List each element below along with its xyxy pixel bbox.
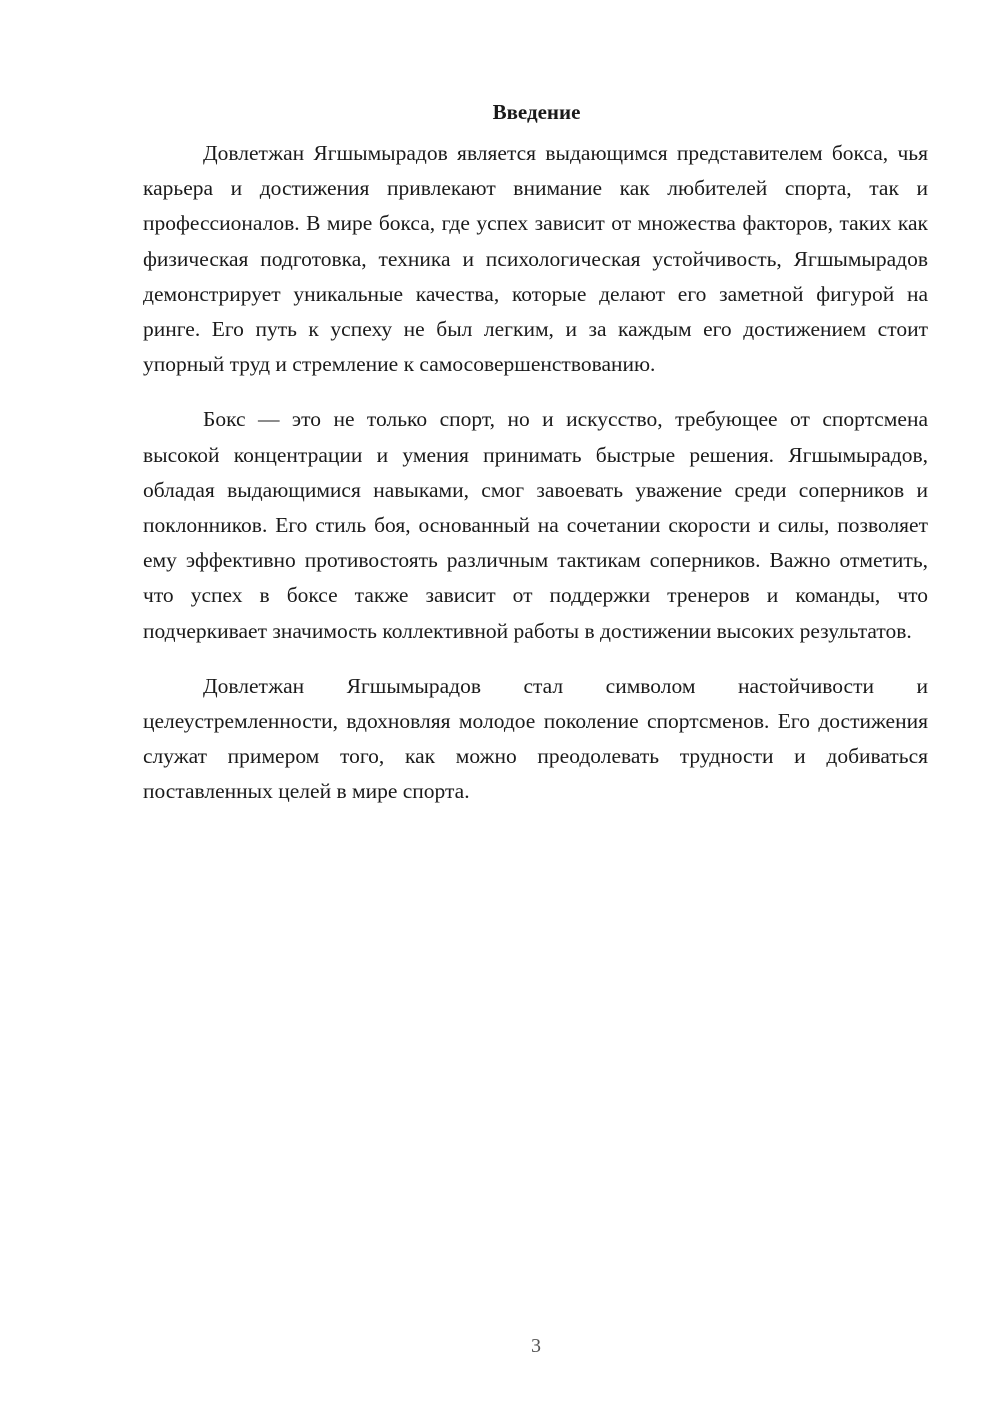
page-number: 3 <box>531 1335 541 1357</box>
paragraph-2: Бокс — это не только спорт, но и искусство, требующее от спортсмена высокой концентрации и умения принимать быстрые решения. Ягшымырадов, обладая выдающимися навыками, смог завоевать уважение среди соперников и поклонников. Его стиль боя, основанный на сочетании скорости и силы, позволяет ему эффективно противостоять различным тактикам соперников. Важно отметить, что успех в боксе также зависит от поддержки тренеров и команды, что подчеркивает значимость коллективной работы в достижении высоких результатов. <box>143 407 928 643</box>
page-content <box>143 95 928 830</box>
section-title: Введение <box>492 100 581 124</box>
paragraph-1: Довлетжан Ягшымырадов является выдающимся представителем бокса, чья карьера и достижения привлекают внимание как любителей спорта, так и профессионалов. В мире бокса, где успех зависит от множества факторов, таких как физическая подготовка, техника и психологическая устойчивость, Ягшымырадов демонстрирует уникальные качества, которые делают его заметной фигурой на ринге. Его путь к успеху не был легким, и за каждым его достижением стоит упорный труд и стремление к самосовершенствованию. <box>143 141 928 377</box>
paragraph-3: Довлетжан Ягшымырадов стал символом настойчивости и целеустремленности, вдохновляя молодое поколение спортсменов. Его достижения служат примером того, как можно преодолевать трудности и добиваться поставленных целей в мире спорта. <box>143 673 928 804</box>
